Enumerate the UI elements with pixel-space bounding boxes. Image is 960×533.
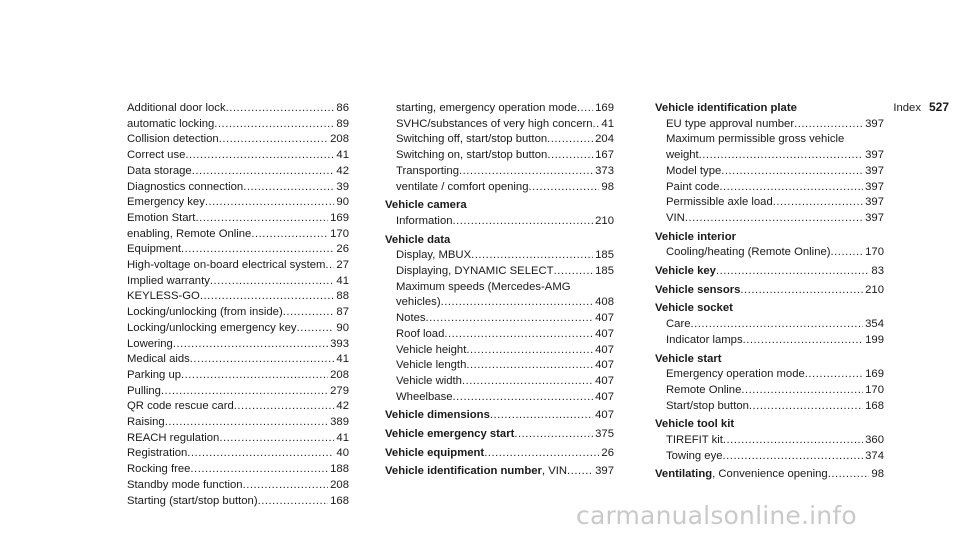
index-entry: Standby mode function ..... 208: [116, 478, 349, 494]
index-entry: Collision detection ..... 208: [116, 132, 349, 148]
index-entry-wrapped: Maximum speeds (Mercedes-AMG: [396, 280, 571, 293]
index-entry: Locking/unlocking (from inside) ..... 87: [116, 305, 349, 321]
index-entry: Display, MBUX ..... 185: [385, 248, 614, 264]
index-heading: Vehicle interior: [655, 230, 736, 243]
index-entry: Data storage ..... 42: [116, 164, 349, 180]
index-entry: Information ..... 210: [385, 214, 614, 230]
index-entry: Towing eye ..... 374: [655, 449, 884, 465]
index-entry: Paint code ..... 397: [655, 180, 884, 196]
index-entry: Additional door lock ..... 86: [116, 101, 349, 117]
index-column-1: [116, 101, 349, 509]
index-heading: Vehicle data: [385, 233, 451, 246]
index-entry: Registration ..... 40: [116, 446, 349, 462]
index-entry: KEYLESS-GO ..... 88: [116, 289, 349, 305]
page-number: 527: [928, 100, 949, 114]
index-entry: REACH regulation ..... 41: [116, 431, 349, 447]
index-entry: High-voltage on-board electrical system ..... 27: [116, 258, 349, 274]
index-entry: EU type approval number ..... 397: [655, 117, 884, 133]
index-entry: Start/stop button ..... 168: [655, 399, 884, 415]
index-column-3: [655, 101, 884, 483]
index-entry: Switching on, start/stop button ..... 167: [385, 148, 614, 164]
index-entry: Diagnostics connection ..... 39: [116, 180, 349, 196]
index-entry: Permissible axle load ..... 397: [655, 195, 884, 211]
index-heading-entry: Ventilating, Convenience opening ..... 98: [655, 467, 884, 483]
index-entry: Emergency operation mode ..... 169: [655, 367, 884, 383]
page-header: [893, 100, 949, 114]
index-entry: QR code rescue card ..... 42: [116, 399, 349, 415]
index-entry: Roof load ..... 407: [385, 327, 614, 343]
index-entry: starting, emergency operation mode ..... 169: [385, 101, 614, 117]
index-entry: Indicator lamps ..... 199: [655, 333, 884, 349]
index-entry: Cooling/heating (Remote Online) ..... 170: [655, 245, 884, 261]
index-heading-entry: Vehicle emergency start ..... 375: [385, 427, 614, 443]
index-heading: Vehicle start: [655, 352, 722, 365]
index-entry: Pulling ..... 279: [116, 384, 349, 400]
index-entry: Starting (start/stop button) ..... 168: [116, 494, 349, 510]
index-entry: SVHC/substances of very high concern ..... 41: [385, 117, 614, 133]
index-entry: Parking up ..... 208: [116, 368, 349, 384]
index-entry: Vehicle width ..... 407: [385, 374, 614, 390]
index-entry: Model type ..... 397: [655, 164, 884, 180]
index-heading: Vehicle camera: [385, 199, 467, 212]
section-label: Index: [893, 102, 921, 114]
index-entry: Care ..... 354: [655, 317, 884, 333]
index-heading-entry: Vehicle sensors ..... 210: [655, 283, 884, 299]
index-entry: Notes ..... 407: [385, 311, 614, 327]
index-entry: TIREFIT kit ..... 360: [655, 433, 884, 449]
index-heading-entry: Vehicle equipment ..... 26: [385, 446, 614, 462]
index-entry: Emotion Start ..... 169: [116, 211, 349, 227]
index-entry: Switching off, start/stop button ..... 204: [385, 132, 614, 148]
index-entry: automatic locking ..... 89: [116, 117, 349, 133]
index-entry: weight ..... 397: [655, 148, 884, 164]
index-heading-entry: Vehicle identification number, VIN ..... 397: [385, 464, 614, 480]
index-heading: Vehicle tool kit: [655, 418, 735, 431]
index-entry: Vehicle height ..... 407: [385, 343, 614, 359]
index-entry-wrapped: Maximum permissible gross vehicle: [666, 133, 845, 146]
index-heading: Vehicle socket: [655, 302, 733, 315]
watermark: carmanualsonline.info: [576, 501, 857, 530]
index-entry: Remote Online ..... 170: [655, 383, 884, 399]
index-heading-entry: Vehicle dimensions ..... 407: [385, 408, 614, 424]
index-entry: enabling, Remote Online ..... 170: [116, 227, 349, 243]
index-heading-entry: Vehicle key ..... 83: [655, 264, 884, 280]
index-column-2: [385, 101, 614, 480]
index-entry: Emergency key ..... 90: [116, 195, 349, 211]
index-heading: Vehicle identification plate: [655, 102, 797, 114]
index-entry: Implied warranty ..... 41: [116, 274, 349, 290]
index-entry: Raising ..... 389: [116, 415, 349, 431]
index-entry: Lowering ..... 393: [116, 337, 349, 353]
index-entry: Equipment ..... 26: [116, 242, 349, 258]
index-entry: Correct use ..... 41: [116, 148, 349, 164]
index-entry: Transporting ..... 373: [385, 164, 614, 180]
index-entry: Medical aids ..... 41: [116, 352, 349, 368]
index-entry: Vehicle length ..... 407: [385, 358, 614, 374]
index-entry: VIN ..... 397: [655, 211, 884, 227]
index-entry: Locking/unlocking emergency key ..... 90: [116, 321, 349, 337]
index-entry: ventilate / comfort opening ..... 98: [385, 180, 614, 196]
index-entry: Wheelbase ..... 407: [385, 390, 614, 406]
index-entry: Rocking free ..... 188: [116, 462, 349, 478]
index-entry: vehicles) ..... 408: [385, 295, 614, 311]
index-entry: Displaying, DYNAMIC SELECT ..... 185: [385, 264, 614, 280]
